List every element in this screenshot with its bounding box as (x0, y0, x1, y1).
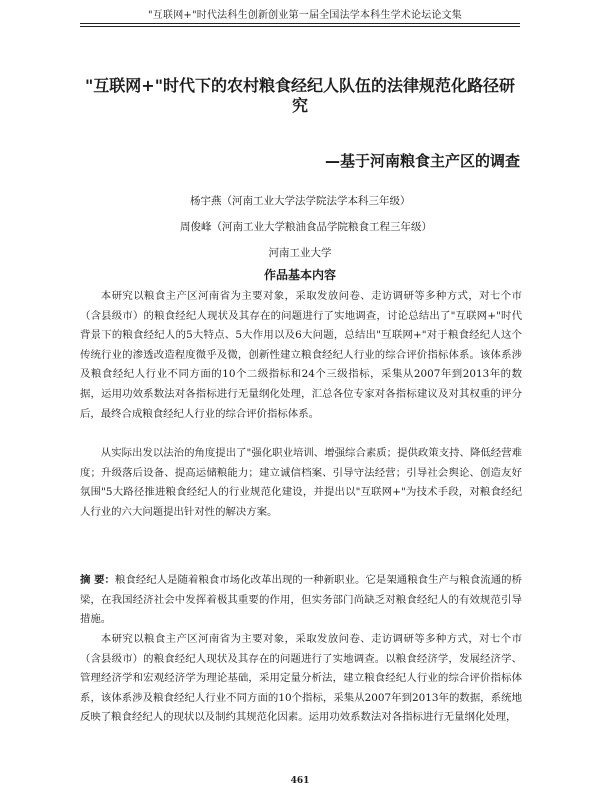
author-2: 周俊峰（河南工业大学粮油食品学院粮食工程三年级） (180, 221, 432, 233)
abstract-label: 摘 要： (80, 574, 115, 586)
section-heading: 作品基本内容 (263, 268, 336, 282)
abstract (80, 571, 522, 630)
article-title: "互联网+"时代下的农村粮食经纪人队伍的法律规范化路径研究 (84, 76, 516, 115)
abstract-text: 粮食经纪人是随着粮食市场化改革出现的一种新职业。它是架通粮食生产与粮食流通的桥梁，在我国经济社会中发挥着极其重要的作用，但实务部门尚缺乏对粮食经纪人的有效规范引导措施。 (80, 574, 522, 626)
running-header: "互联网+"时代法科生创新创业第一届全国法学本科生学术论坛论文集 (148, 10, 462, 21)
intro-paragraph-1: 本研究以粮食主产区河南省为主要对象，采取发放问卷、走访调研等多种方式，对七个市（含县级市）的粮食经纪人现状及其存在的问题进行了实地调查，讨论总结出了"互联网+"时代背景下的粮食经纪人的5大特点、5大作用以及6大问题，总结出"互联网+"对于粮食经纪人这个传统行业的渗透改造程度微乎及微，创新性建立粮食经纪人行业的综合评价指标体系。该体系涉及粮食经纪人行业不同方面的10个二级指标和24个三级指标，采集从2007年到2013年的数据，运用功效系数法对各指标进行无量纲化处理，汇总各位专家对各指标建议及对其权重的评分后，最终合成粮食经纪人行业的综合评价指标体系。 (80, 290, 522, 420)
header-rule-top (80, 23, 520, 24)
author-1: 杨宇燕（河南工业大学法学院法学本科三年级） (190, 195, 411, 207)
intro-paragraph-2: 从实际出发以法治的角度提出了"强化职业培训、增强综合素质；提供政策支持、降低经营难度；升级落后设备、提高运储粮能力；建立诚信档案、引导守法经营；引导社会舆论、创造友好氛围"5大路径推进粮食经纪人的行业规范化建设，并提出以"互联网+"为技术手段，对粮食经纪人行业的六大问题提出针对性的解决方案。 (80, 447, 522, 518)
page-number: 461 (290, 776, 310, 786)
affiliation: 河南工业大学 (268, 247, 332, 259)
body-paragraph: 本研究以粮食主产区河南省为主要对象，采取发放问卷、走访调研等多种方式，对七个市（含县级市）的粮食经纪人现状及其存在的问题进行了实地调查。以粮食经济学，发展经济学、管理经济学和宏观经济学为理论基础，采用定量分析法，建立粮食经纪人行业的综合评价指标体系，该体系涉及粮食经纪人行业不同方面的10个指标，采集从2007年到2013年的数据，系统地反映了粮食经纪人的现状以及制约其规范化因素。运用功效系数法对各指标进行无量纲化处理， (80, 633, 522, 724)
article-subtitle: —基于河南粮食主产区的调查 (324, 152, 520, 170)
header-rule-bottom (80, 26, 520, 27)
